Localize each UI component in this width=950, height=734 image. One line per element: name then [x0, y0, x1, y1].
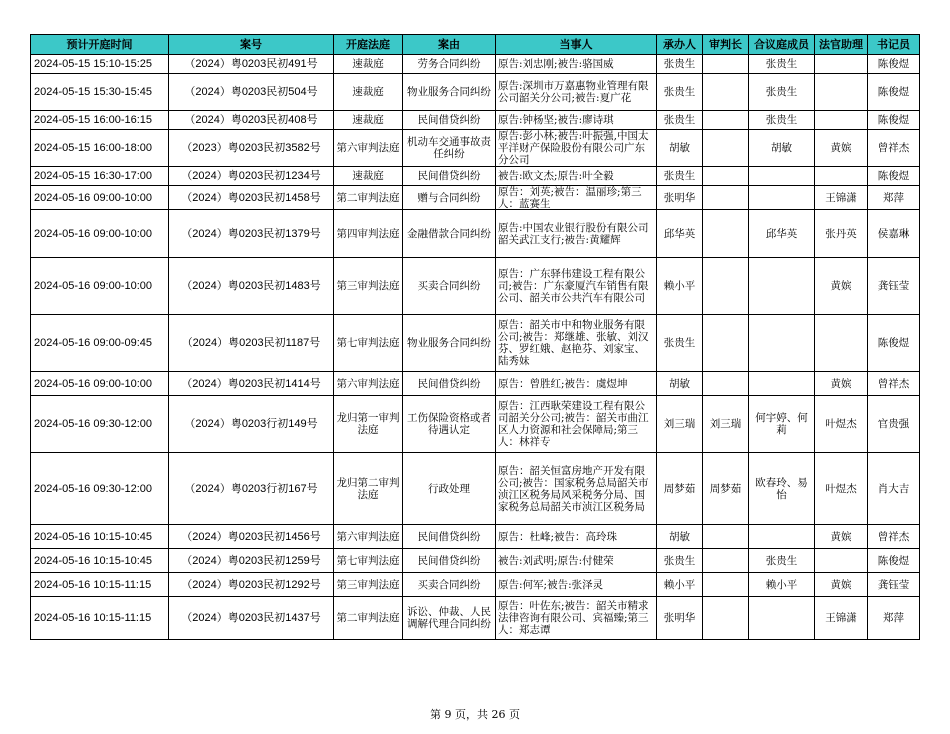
cell-clerk: 曾祥杰	[868, 372, 920, 396]
cell-parties-text: 原告:彭小林;被告:叶振强,中国太平洋财产保险股份有限公司广东分公司	[498, 130, 649, 166]
cell-cause	[403, 453, 496, 525]
cell-judge: 张贵生	[657, 315, 703, 372]
cell-time: 2024-05-16 10:15-10:45	[31, 525, 169, 549]
cell-court: 速裁庭	[334, 74, 403, 111]
cell-cause	[403, 573, 496, 597]
cell-case-number: （2024）粤0203民初1379号	[169, 210, 334, 258]
cell-parties	[496, 525, 657, 549]
cell-cause-text: 工伤保险资格或者待遇认定	[407, 412, 491, 436]
cell-panel: 邱华英	[749, 210, 815, 258]
cell-presiding-judge	[703, 573, 749, 597]
cell-court: 第六审判法庭	[334, 130, 403, 167]
cell-court: 速裁庭	[334, 111, 403, 130]
cell-time: 2024-05-16 10:15-11:15	[31, 573, 169, 597]
cell-cause	[403, 372, 496, 396]
cell-judge: 张贵生	[657, 111, 703, 130]
cell-parties-text: 原告：杜峰;被告：高玲珠	[498, 530, 618, 543]
cell-parties-text: 被告:刘武明;原告:付健荣	[498, 554, 614, 567]
cell-assistant: 张丹英	[815, 210, 868, 258]
cell-presiding-judge	[703, 111, 749, 130]
cell-assistant: 叶煜杰	[815, 453, 868, 525]
cell-time: 2024-05-16 09:00-09:45	[31, 315, 169, 372]
cell-parties	[496, 315, 657, 372]
cell-assistant: 黄嫔	[815, 130, 868, 167]
cell-assistant: 叶煜杰	[815, 396, 868, 453]
cell-case-number: （2024）粤0203民初504号	[169, 74, 334, 111]
table-row	[31, 186, 920, 210]
cell-cause-text: 物业服务合同纠纷	[407, 337, 491, 349]
table-row	[31, 396, 920, 453]
cell-cause	[403, 396, 496, 453]
cell-presiding-judge	[703, 167, 749, 186]
col-header-cause: 案由	[403, 35, 496, 55]
table-row	[31, 453, 920, 525]
cell-panel: 胡敏	[749, 130, 815, 167]
cell-court: 第三审判法庭	[334, 573, 403, 597]
cell-assistant: 黄嫔	[815, 525, 868, 549]
cell-cause-text: 劳务合同纠纷	[417, 58, 481, 70]
col-header-panel: 合议庭成员	[749, 35, 815, 55]
cell-assistant	[815, 74, 868, 111]
cell-clerk: 曾祥杰	[868, 130, 920, 167]
cell-court: 第七审判法庭	[334, 315, 403, 372]
cell-cause	[403, 130, 496, 167]
cell-cause-text: 民间借贷纠纷	[417, 377, 481, 390]
cell-assistant	[815, 549, 868, 573]
cell-time: 2024-05-15 16:30-17:00	[31, 167, 169, 186]
cell-cause	[403, 186, 496, 210]
col-header-court: 开庭法庭	[334, 35, 403, 55]
cell-panel	[749, 525, 815, 549]
cell-case-number: （2023）粤0203民初3582号	[169, 130, 334, 167]
cell-parties	[496, 453, 657, 525]
table-row	[31, 130, 920, 167]
cell-presiding-judge	[703, 258, 749, 315]
cell-cause	[403, 597, 496, 640]
cell-cause	[403, 549, 496, 573]
cell-panel	[749, 167, 815, 186]
cell-assistant	[815, 167, 868, 186]
cell-parties	[496, 258, 657, 315]
cell-time: 2024-05-16 09:00-10:00	[31, 258, 169, 315]
cell-clerk: 龚钰莹	[868, 258, 920, 315]
cell-assistant: 黄嫔	[815, 258, 868, 315]
cell-cause	[403, 525, 496, 549]
cell-judge: 张贵生	[657, 167, 703, 186]
cell-cause	[403, 55, 496, 74]
cell-panel: 赖小平	[749, 573, 815, 597]
cell-presiding-judge	[703, 315, 749, 372]
cell-clerk: 曾祥杰	[868, 525, 920, 549]
cell-parties-text: 被告:欧文杰;原告:叶全毅	[498, 170, 614, 182]
cell-parties	[496, 597, 657, 640]
cell-cause-text: 买卖合同纠纷	[417, 280, 481, 292]
cell-parties-text: 原告:刘忠刚;被告:骆国威	[498, 58, 614, 70]
cell-judge: 胡敏	[657, 525, 703, 549]
col-header-parties: 当事人	[496, 35, 657, 55]
cell-clerk: 官贵强	[868, 396, 920, 453]
cell-time: 2024-05-16 09:30-12:00	[31, 396, 169, 453]
cell-case-number: （2024）粤0203民初1234号	[169, 167, 334, 186]
cell-clerk: 郑萍	[868, 597, 920, 640]
cell-judge: 赖小平	[657, 573, 703, 597]
cell-case-number: （2024）粤0203民初408号	[169, 111, 334, 130]
cell-court: 龙归第一审判法庭	[334, 396, 403, 453]
cell-panel: 张贵生	[749, 549, 815, 573]
cell-case-number: （2024）粤0203民初1458号	[169, 186, 334, 210]
cell-time: 2024-05-16 09:00-10:00	[31, 372, 169, 396]
table-row	[31, 258, 920, 315]
table-row	[31, 315, 920, 372]
cell-cause	[403, 167, 496, 186]
cell-cause	[403, 111, 496, 130]
col-header-clerk: 书记员	[868, 35, 920, 55]
table-row	[31, 210, 920, 258]
cell-time: 2024-05-15 16:00-16:15	[31, 111, 169, 130]
cell-cause-text: 机动车交通事故责任纠纷	[407, 136, 491, 160]
cell-parties	[496, 55, 657, 74]
cell-presiding-judge: 周梦茹	[703, 453, 749, 525]
cell-court: 第七审判法庭	[334, 549, 403, 573]
cell-time: 2024-05-16 09:00-10:00	[31, 186, 169, 210]
cell-clerk: 郑萍	[868, 186, 920, 210]
table-row	[31, 525, 920, 549]
cell-clerk: 陈俊煜	[868, 111, 920, 130]
cell-court: 第四审判法庭	[334, 210, 403, 258]
table-row	[31, 167, 920, 186]
cell-panel	[749, 372, 815, 396]
cell-assistant: 黄嫔	[815, 573, 868, 597]
cell-assistant	[815, 55, 868, 74]
cell-assistant	[815, 315, 868, 372]
col-header-assistant: 法官助理	[815, 35, 868, 55]
cell-cause-text: 民间借贷纠纷	[417, 114, 481, 126]
cell-cause-text: 金融借款合同纠纷	[407, 227, 491, 240]
cell-case-number: （2024）粤0203行初167号	[169, 453, 334, 525]
cell-cause-text: 民间借贷纠纷	[417, 170, 481, 182]
cell-panel	[749, 315, 815, 372]
cell-clerk: 陈俊煜	[868, 74, 920, 111]
cell-parties	[496, 549, 657, 573]
cell-presiding-judge	[703, 210, 749, 258]
cell-parties	[496, 111, 657, 130]
cell-parties	[496, 372, 657, 396]
cell-presiding-judge	[703, 549, 749, 573]
cell-panel	[749, 597, 815, 640]
cell-assistant: 黄嫔	[815, 372, 868, 396]
cell-case-number: （2024）粤0203民初1483号	[169, 258, 334, 315]
col-header-case-number: 案号	[169, 35, 334, 55]
table-row	[31, 372, 920, 396]
cell-parties-text: 原告：刘英;被告：温丽珍;第三人：蓝赛生	[498, 186, 642, 209]
cell-panel: 张贵生	[749, 111, 815, 130]
table-row	[31, 55, 920, 74]
cell-cause-text: 民间借贷纠纷	[417, 554, 481, 567]
cell-parties	[496, 167, 657, 186]
cell-parties-text: 原告：江西耿荣建设工程有限公司韶关分公司;被告：韶关市曲江区人力资源和社会保障局;第三人：林祥专	[498, 400, 649, 448]
cell-case-number: （2024）粤0203民初1187号	[169, 315, 334, 372]
cell-court: 第六审判法庭	[334, 525, 403, 549]
cell-judge: 胡敏	[657, 130, 703, 167]
cell-cause-text: 买卖合同纠纷	[417, 578, 481, 591]
cell-panel	[749, 186, 815, 210]
page-indicator: 第 9 页，共 26 页	[430, 708, 520, 721]
cell-panel: 张贵生	[749, 55, 815, 74]
cell-presiding-judge	[703, 55, 749, 74]
cell-court: 速裁庭	[334, 167, 403, 186]
cell-clerk: 陈俊煜	[868, 549, 920, 573]
cell-parties-text: 原告:中国农业银行股份有限公司韶关武江支行;被告:黄耀辉	[498, 221, 649, 246]
cell-presiding-judge: 刘三瑞	[703, 396, 749, 453]
cell-court: 第三审判法庭	[334, 258, 403, 315]
cell-cause	[403, 315, 496, 372]
cell-judge: 张明华	[657, 186, 703, 210]
cell-parties	[496, 186, 657, 210]
cell-assistant: 王锦潇	[815, 186, 868, 210]
cell-parties-text: 原告：韶关市中和物业服务有限公司;被告：郑继雄、张敏、刘汉芬、罗红娥、赵艳芬、刘家宝、陆秀妹	[498, 319, 649, 367]
cell-presiding-judge	[703, 74, 749, 111]
cell-cause-text: 物业服务合同纠纷	[407, 86, 491, 98]
cell-cause-text: 赠与合同纠纷	[417, 191, 481, 204]
table-row	[31, 111, 920, 130]
table-row	[31, 74, 920, 111]
cell-judge: 刘三瑞	[657, 396, 703, 453]
col-header-presiding-judge: 审判长	[703, 35, 749, 55]
cell-clerk: 侯嘉琳	[868, 210, 920, 258]
cell-panel: 何宇婷、何莉	[749, 396, 815, 453]
cell-court: 第六审判法庭	[334, 372, 403, 396]
cell-case-number: （2024）粤0203民初1456号	[169, 525, 334, 549]
cell-clerk: 陈俊煜	[868, 55, 920, 74]
cell-cause-text: 行政处理	[428, 482, 470, 495]
table-row	[31, 573, 920, 597]
cell-judge: 张贵生	[657, 74, 703, 111]
cell-cause	[403, 74, 496, 111]
cell-clerk: 陈俊煜	[868, 315, 920, 372]
cell-assistant	[815, 111, 868, 130]
cell-assistant: 王锦潇	[815, 597, 868, 640]
cell-time: 2024-05-16 09:00-10:00	[31, 210, 169, 258]
cell-parties-text: 原告：叶佐东;被告：韶关市精求法律咨询有限公司、宾福臻;第三人：郑志谭	[498, 600, 649, 636]
cell-judge: 胡敏	[657, 372, 703, 396]
table-row	[31, 597, 920, 640]
cell-time: 2024-05-15 15:30-15:45	[31, 74, 169, 111]
cell-time: 2024-05-15 16:00-18:00	[31, 130, 169, 167]
cell-presiding-judge	[703, 597, 749, 640]
cell-parties-text: 原告:深圳市万嘉惠物业管理有限公司韶关分公司;被告:夏广花	[498, 80, 649, 104]
header-row	[31, 35, 920, 55]
cell-court: 速裁庭	[334, 55, 403, 74]
cell-judge: 张贵生	[657, 549, 703, 573]
cell-parties-text: 原告：广东驿伟建设工程有限公司;被告：广东豪厦汽车销售有限公司、韶关市公共汽车有限公司	[498, 268, 649, 304]
cell-judge: 张贵生	[657, 55, 703, 74]
cell-case-number: （2024）粤0203民初1414号	[169, 372, 334, 396]
cell-parties-text: 原告:钟杨坚;被告:廖诗琪	[498, 114, 614, 126]
cell-cause	[403, 258, 496, 315]
cell-case-number: （2024）粤0203行初149号	[169, 396, 334, 453]
cell-judge: 邱华英	[657, 210, 703, 258]
cell-panel: 欧春玲、易怡	[749, 453, 815, 525]
hearing-schedule-table	[30, 34, 920, 640]
col-header-time: 预计开庭时间	[31, 35, 169, 55]
cell-presiding-judge	[703, 130, 749, 167]
cell-clerk: 陈俊煜	[868, 167, 920, 186]
cell-case-number: （2024）粤0203民初1437号	[169, 597, 334, 640]
cell-time: 2024-05-16 10:15-11:15	[31, 597, 169, 640]
cell-parties	[496, 130, 657, 167]
cell-time: 2024-05-16 09:30-12:00	[31, 453, 169, 525]
cell-parties	[496, 573, 657, 597]
col-header-judge: 承办人	[657, 35, 703, 55]
cell-parties-text: 原告:何军;被告:张泽灵	[498, 578, 604, 591]
cell-cause-text: 民间借贷纠纷	[417, 530, 481, 543]
cell-court: 第二审判法庭	[334, 186, 403, 210]
cell-presiding-judge	[703, 372, 749, 396]
cell-case-number: （2024）粤0203民初1292号	[169, 573, 334, 597]
cell-court: 第二审判法庭	[334, 597, 403, 640]
cell-parties	[496, 210, 657, 258]
cell-judge: 赖小平	[657, 258, 703, 315]
cell-parties-text: 原告：曾胜红;被告：虞煜坤	[498, 377, 628, 390]
cell-cause-text: 诉讼、仲裁、人民调解代理合同纠纷	[407, 606, 491, 630]
cell-case-number: （2024）粤0203民初491号	[169, 55, 334, 74]
cell-panel: 张贵生	[749, 74, 815, 111]
cell-parties	[496, 396, 657, 453]
cell-court: 龙归第二审判法庭	[334, 453, 403, 525]
cell-time: 2024-05-16 10:15-10:45	[31, 549, 169, 573]
cell-case-number: （2024）粤0203民初1259号	[169, 549, 334, 573]
cell-judge: 张明华	[657, 597, 703, 640]
cell-panel	[749, 258, 815, 315]
cell-cause	[403, 210, 496, 258]
cell-presiding-judge	[703, 186, 749, 210]
cell-parties-text: 原告：韶关恒富房地产开发有限公司;被告：国家税务总局韶关市浈江区税务局风采税务分局、国家税务总局韶关市浈江区税务局	[498, 464, 649, 513]
table-row	[31, 549, 920, 573]
cell-clerk: 肖大吉	[868, 453, 920, 525]
cell-presiding-judge	[703, 525, 749, 549]
cell-time: 2024-05-15 15:10-15:25	[31, 55, 169, 74]
cell-parties	[496, 74, 657, 111]
cell-judge: 周梦茹	[657, 453, 703, 525]
cell-clerk: 龚钰莹	[868, 573, 920, 597]
